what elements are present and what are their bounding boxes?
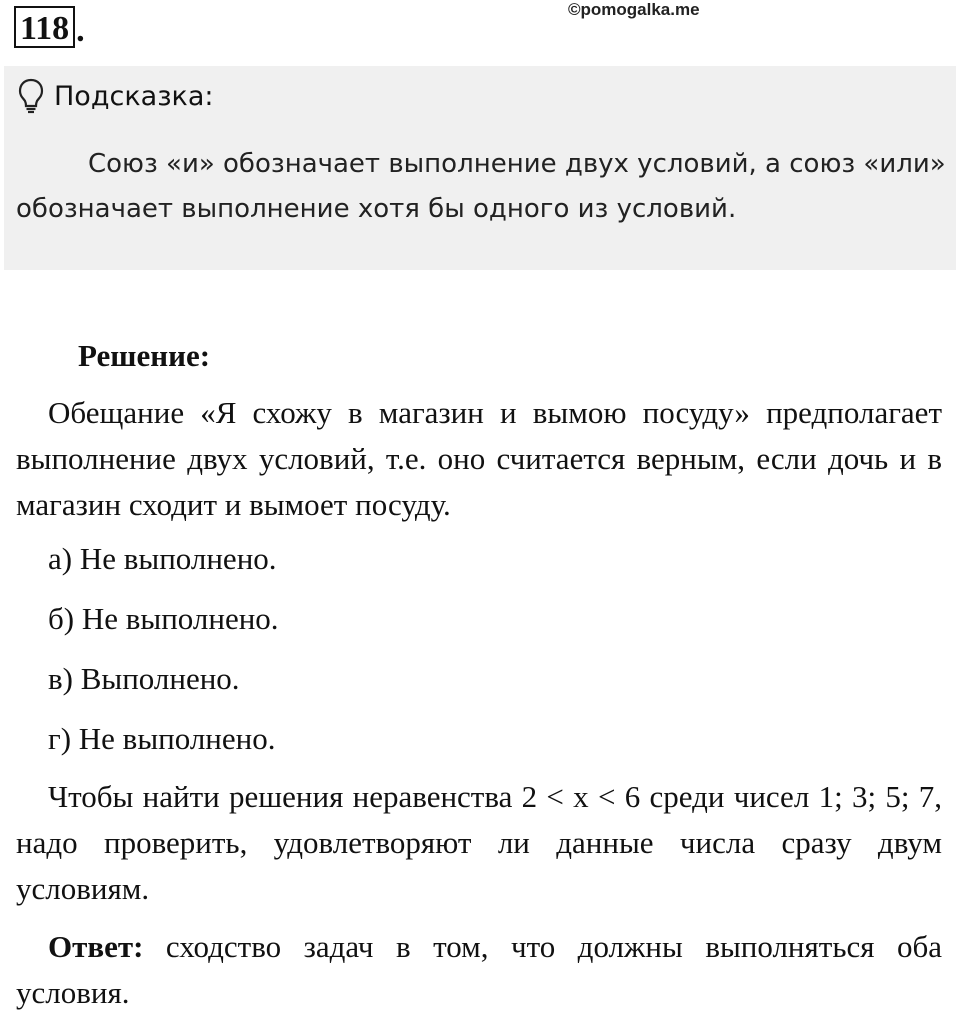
solution-title: Решение: [78, 338, 211, 373]
answer-item-a: а) Не выполнено. [48, 541, 277, 576]
problem-number [14, 6, 85, 48]
hint-text: Союз «и» обозначает выполнение двух условий, а союз «или» обозначает выполнение хотя бы одного из условий. [16, 149, 946, 224]
lightbulb-icon [18, 78, 44, 114]
hint-box [4, 66, 956, 270]
answer-item-v: в) Выполнено. [48, 661, 240, 696]
solution-paragraph-1: Обещание «Я схожу в магазин и вымою посуду» предполагает выполнение двух условий, т.е. оно считается верным, если дочь и в магазин сходит и вымоет посуду. [16, 395, 942, 522]
answer-list [16, 536, 942, 762]
hint-title: Подсказка: [54, 80, 214, 112]
problem-number-dot: . [76, 12, 85, 49]
solution-paragraph-2: Чтобы найти решения неравенства 2 < x < 6 среди чисел 1; 3; 5; 7, надо проверить, удовлетворяют ли данные числа сразу двум условиям. [16, 779, 942, 906]
answer-item-b: б) Не выполнено. [48, 601, 279, 636]
final-answer [16, 924, 942, 1016]
answer-item-g: г) Не выполнено. [48, 721, 276, 756]
watermark: ©pomogalka.me [568, 0, 700, 19]
final-answer-label: Ответ: [48, 929, 144, 964]
solution [16, 334, 942, 1016]
problem-number-box: 118 [14, 6, 75, 48]
final-answer-text: сходство задач в том, что должны выполняться оба условия. [16, 929, 942, 1010]
hint-header [18, 78, 214, 114]
